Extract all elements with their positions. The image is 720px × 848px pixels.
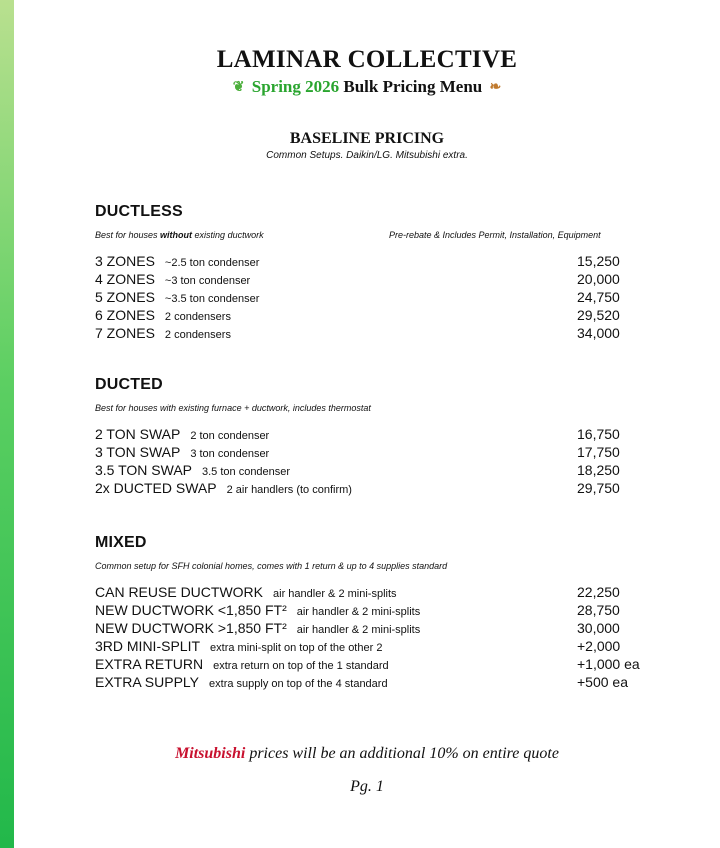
baseline-title: BASELINE PRICING: [289, 130, 445, 147]
price-row: [95, 252, 655, 270]
item-price: +500 ea: [577, 674, 628, 690]
price-row: [95, 637, 655, 655]
item-desc: air handler & 2 mini-splits: [296, 624, 421, 636]
item-price: 15,250: [577, 253, 620, 269]
ducted-section: [95, 376, 655, 497]
ductless-section: [95, 203, 655, 342]
item-price: +2,000: [577, 638, 621, 654]
mitsubishi-note: Mitsubishi prices will be an additional 10% on entire quote: [175, 745, 559, 762]
item-price: 34,000: [577, 325, 620, 341]
baseline-subtitle: Common Setups. Daikin/LG. Mitsubishi extra.: [266, 150, 468, 161]
item-price: 28,750: [577, 602, 620, 618]
price-row: [95, 583, 655, 601]
section-note: Best for houses with existing furnace + ductwork, includes thermostat: [95, 403, 371, 413]
company-title: LAMINAR COLLECTIVE: [216, 46, 518, 73]
item-price: 17,750: [577, 444, 620, 460]
item-price: 18,250: [577, 462, 620, 478]
season-label: Spring 2026: [251, 77, 340, 96]
brand-name: Mitsubishi: [175, 745, 246, 762]
item-price: +1,000 ea: [577, 656, 640, 672]
price-list: [95, 583, 655, 691]
price-row: [95, 479, 655, 497]
price-row: [95, 655, 655, 673]
price-row: [95, 673, 655, 691]
price-row: [95, 288, 655, 306]
item-price: 20,000: [577, 271, 620, 287]
item-desc: air handler & 2 mini-splits: [273, 588, 397, 600]
item-desc: extra return on top of the 1 standard: [213, 660, 389, 672]
item-desc: 2 ton condenser: [190, 430, 270, 442]
item-desc: 3 ton condenser: [190, 448, 270, 460]
mixed-section: [95, 534, 655, 691]
item-price: 29,750: [577, 480, 620, 496]
section-title: DUCTED: [95, 376, 163, 393]
item-name: 2 TON SWAP: [95, 426, 181, 442]
pricing-page: [14, 0, 720, 848]
price-row: [95, 601, 655, 619]
menu-subtitle: [14, 77, 720, 97]
item-name: 2x DUCTED SWAP: [95, 480, 217, 496]
item-name: 3 ZONES: [95, 253, 155, 269]
item-name: EXTRA RETURN: [95, 656, 204, 672]
item-desc: extra mini-split on top of the other 2: [210, 642, 383, 654]
section-note: Best for houses without existing ductwork Pre-rebate & Includes Permit, Installation, Equipment: [95, 230, 601, 240]
green-leaf-icon: ❦: [232, 80, 245, 95]
item-desc: 2 air handlers (to confirm): [226, 484, 352, 496]
item-desc: 2 condensers: [164, 311, 231, 323]
item-desc: 3.5 ton condenser: [202, 466, 291, 478]
price-list: [95, 252, 655, 342]
side-stripe: [0, 0, 14, 848]
brown-leaves-icon: ❧: [489, 80, 502, 95]
rebate-note: Pre-rebate & Includes Permit, Installation, Equipment: [389, 230, 601, 240]
section-title: MIXED: [95, 534, 147, 551]
item-name: 3RD MINI-SPLIT: [95, 638, 201, 654]
price-row: [95, 619, 655, 637]
item-price: 29,520: [577, 307, 620, 323]
item-price: 22,250: [577, 584, 620, 600]
price-list: [95, 425, 655, 497]
price-row: [95, 461, 655, 479]
price-row: [95, 425, 655, 443]
page-number: Pg. 1: [350, 778, 384, 795]
price-row: [95, 270, 655, 288]
item-name: 5 ZONES: [95, 289, 155, 305]
item-name: EXTRA SUPPLY: [95, 674, 200, 690]
item-desc: ~3.5 ton condenser: [164, 293, 260, 305]
price-row: [95, 324, 655, 342]
item-name: 6 ZONES: [95, 307, 155, 323]
item-name: 7 ZONES: [95, 325, 155, 341]
item-price: 24,750: [577, 289, 620, 305]
section-note: Common setup for SFH colonial homes, comes with 1 return & up to 4 supplies standard: [95, 561, 448, 571]
item-name: 3.5 TON SWAP: [95, 462, 192, 478]
item-desc: ~3 ton condenser: [164, 275, 251, 287]
price-row: [95, 306, 655, 324]
item-name: 3 TON SWAP: [95, 444, 181, 460]
item-name: 4 ZONES: [95, 271, 155, 287]
item-name: NEW DUCTWORK >1,850 FT²: [95, 620, 287, 636]
item-desc: extra supply on top of the 4 standard: [209, 678, 388, 690]
item-name: NEW DUCTWORK <1,850 FT²: [95, 602, 287, 618]
item-desc: ~2.5 ton condenser: [164, 257, 260, 269]
item-desc: 2 condensers: [164, 329, 231, 341]
item-price: 16,750: [577, 426, 620, 442]
item-name: CAN REUSE DUCTWORK: [95, 584, 264, 600]
item-desc: air handler & 2 mini-splits: [296, 606, 421, 618]
item-price: 30,000: [577, 620, 620, 636]
section-title: DUCTLESS: [95, 203, 183, 220]
menu-label: Bulk Pricing Menu: [343, 77, 483, 96]
price-row: [95, 443, 655, 461]
